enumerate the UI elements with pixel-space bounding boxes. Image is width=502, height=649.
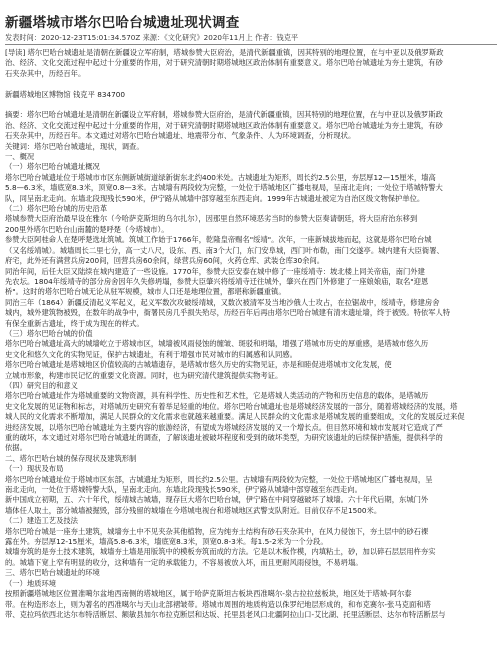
paragraph-gap: [5, 79, 497, 89]
header-divider: [5, 44, 497, 45]
publication-meta: 发表时间：2020-12-23T15:01:34.570Z 来源：《文化研究》2020年11月上 作者：钱克平: [5, 33, 299, 42]
paragraph-gap: [5, 100, 497, 110]
article-title: 新疆塔城市塔尔巴哈台城遗址现状调查: [5, 15, 240, 31]
article-main-text: 摘要：塔尔巴哈台城遗址是清朝在新疆设立军府制，塔城参赞大臣府治，是清代新疆重镇，因其特别的地理位置，在与中亚以及俄罗斯政 治、经济、文化交流过程中起过十分重要的作用，对于研究清朝时期塔城地区政治体制有重要意义。塔尔巴哈台城遗址为夯土建筑，有砂 石夹杂其中，历经百年。本文通过对塔尔巴哈台城遗址、地震带分布、气象条件、人为环境调查，分析现状。 关键词：塔尔巴哈台城遗址，现状，调查。 一、概况 （一）塔尔巴哈台城遗址概况 塔尔巴哈台城遗址位于塔城市市区东侧新城街道绿新街东北约400米处。古城遗址为矩形，周长约2.5公里，夯层厚12—15厘米，墙高 5.8—6.3米，墙底宽8.3米，顶宽0.8—3米。古城墙有两段较为完整，一处位于塔城地区广播电视局，呈南北走向；一处位于塔城特警大 队，同呈南北走向。东墙北段现残长590米，伊宁路从城墙中部穿越至东西走向。1999年古城遗址被定为自治区级文物保护单位。 （二）塔尔巴哈台城的历史沿革 塔城参赞大臣府治最早设在雅尔（今哈萨克斯坦的乌尔扎尔），因那里自然环境恶劣当时的参赞大臣奏请朝廷，将大臣府治东移到 200里外塔尔巴哈台山南麓的楚呼楚（今塔城市）。 参赞大臣阿桂命人在楚呼楚选址筑城。筑城工作始于1766年，乾隆皇帝赐名"绥靖"。次年，一座新城拔地而起，这就是塔尔巴哈台城 （又名绥靖城）。城墙周长二里七分，高一丈八尺，设东、西、南3个大门，东门安阜城，西门叶布勒，南门交遂亭。城内建有大臣衙署、 府宅，此外还有满营兵房200间，回营兵房60余间，绿营兵房60间，火药仓库、武装仓库30余间。 同治年间，后任大臣又陆续在城内建造了一些设施。1770年，参赞大臣安泰在城中修了一座绥靖寺：坡北楼上同关帝庙，南门外建 先农坛。1804年绥靖寺的部分房舍因年久失修坍塌，参赞大臣肇兴将绥靖寺迁往城外，肇兴在西门外修建了一座娘娘庙，取名"迎恩 桥"。这时的塔尔巴哈台城无论从驻军规模，城市人口还是地理位置，都堪称新疆重镇。 同治三年（1864）新疆反清起义军起义，起义军数次攻破绥靖城，又数次被清军及当地沙俄人士攻占，在拉锯战中，绥靖寺，修建房舍 城内，城外建筑物被毁，在数年的战争中，衙署民房几乎损失殆尽，历经百年后再由塔尔巴哈台城建有清末遗址墙，终于被毁。特依军人特 有保全重新古遗址，终于成为现在的样式。 （三）塔尔巴哈台城的价值 塔尔巴哈台城遗址高大的城墙屹立于塔城市区，城墙被风雨侵蚀的缠皱、斑驳和坍塌，增强了塔城市历史的厚重感，是塔城市悠久历 史文化和悠久文化的实物见证，保护古城遗址，有利于增强市民对城市的归属感和认同感。 塔尔巴哈台城遗址是塔城地区价值较高的古城墙遗存，是塔城市悠久历史的实物见证，亦是和睦促进塔城市文化发展，使 立城市形象，构建市民记忆的重要文化资源。同时，也为研究清代建筑提供实物考证。 （四）研究目的和意义 塔尔巴哈台城遗址作为塔城重要的文物资源，具有科学性、历史性和艺术性，它是塔城人类活动的产物和历史信息的载体，是塔城历 史文化发展的见证物和标志，对塔城历史研究有着举足轻重的地位。塔尔巴哈台城遗址也是塔城经济发展的一部分，随着塔城经济的发展，塔 城人民的文化需求不断增加，满足人民群众的文化需求也就越来越重要。满足人民群众的文化需求是塔城发展的重要组成，文化的发展反过来促 进经济发展，以塔尔巴哈台城遗址为主要内容的旅游经济，有望成为塔城经济发展的又一个增长点。但目然环境和城市发展对它造成了严 重的破坏，本文通过对塔尔巴哈台城遗址的调查，了解该遗址被破坏程度和受到的破坏类型，为研究该遗址的后续保护措施，提供科学的 依据。 二、塔尔巴哈台城的保存现状及建筑形制 （一）现状及布局 塔尔巴哈台城遗址位于塔城市区东部，古城遗址为矩形，周长约2.5公里。古城墙有两段较为完整，一处位于塔城地区广播电视局，呈 南北走向，一处位于塔城特警大队，呈南北走向。东墙北段现残长590米，伊宁路从城墙中部穿越至东西走向。 新中国成立初期，五、六十年代，绥靖城古城墙，现存巨大塔尔巴哈台城，伊宁路在中间穿越破坏了城墙。六十年代后期，东城门外 墙体任人取土，部分城墙被掘毁，部分残留的城墙在今塔城电视台和塔城地区武警支队附近。目前仅存不足1500米。 （二）建造工艺及技法 塔尔巴哈台城是一座夯土建筑，城墙夯土中不见夹杂其他植物，应为纯夯土结构有砂石夹杂其中，在风力侵蚀下，夯土层中的砂石裸 露在外。夯层厚12-15厘米，墙高5.8-6.3米，墙底宽8.3米，顶宽0.8-3米。每1.5-2米为一个分段。 城墙夯筑的是夯土技术建筑，城墙夯土墙是用版筑中的模板夯筑而成的方法。它是以木板作模，内填粘土，砂，加以碎石层层用杵夯实 的。城墙下宽上窄有明显的收分，这种墙有一定的承载能力，不容易被放入坏，而且更耐风雨侵蚀，不易坍塌。 三、塔尔巴哈台城遗址的环境 （一）地质环境 按照新疆塔城地区位置准噶尔盆地西南侧的塔城地区，属于哈萨克斯坦古板块西准噶尔-泉古拉拉兹板块，地区处于塔城-阿尔泰 带。在构造形态上，则为著名的西准噶尔与天山北部褶皱带。塔城市周围的地质构造以侏罗纪地层形成的，和布克赛尔-张马克面和塔 带、克拉玛依西北达尔布特活断层、额敏县加尔布拉克断层和达坂、托里县老风口北疆阿拉山口-艾比湖、托里活断层、达尔布特活断层与: [5, 110, 465, 619]
article-body: [5, 48, 497, 620]
author-line: 新疆塔城地区博物馆 钱克平 834700: [5, 89, 126, 99]
lead-paragraph: [导读] 塔尔巴哈台城遗址是清朝在新疆设立军府制，塔城参赞大臣府治，是清代新疆重镇，因其特别的地理位置，在与中亚以及俄罗斯政 治、经济、文化交流过程中起过十分重要的作用，对于研究清朝时期塔城地区政治体制有重要意义。塔尔巴哈台城遗址为夯土建筑，有砂 石夹杂其中，历经百年。: [5, 48, 444, 78]
